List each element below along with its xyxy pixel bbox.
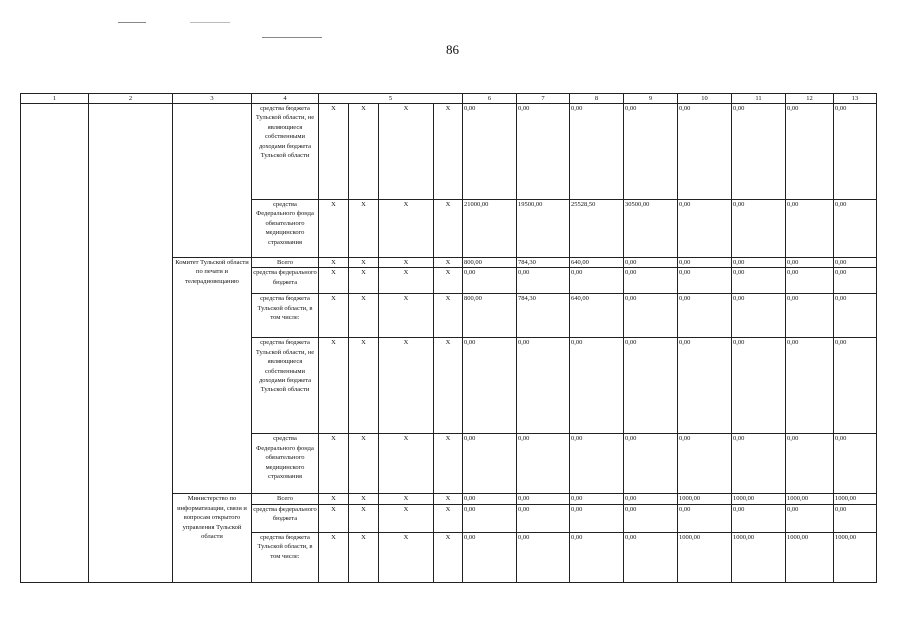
value-cell: 0,00 [678, 200, 732, 258]
value-cell: 0,00 [570, 504, 624, 532]
value-cell: 0,00 [570, 268, 624, 294]
column-header: 4 [252, 94, 319, 104]
value-cell: 784,30 [517, 294, 570, 338]
value-cell: 0,00 [624, 434, 678, 494]
column-header: 2 [89, 94, 173, 104]
x-mark: X [319, 434, 349, 494]
value-cell: 0,00 [732, 338, 786, 434]
value-cell: 0,00 [834, 268, 877, 294]
value-cell: 0,00 [624, 532, 678, 582]
value-cell: 1000,00 [786, 532, 834, 582]
value-cell: 0,00 [834, 338, 877, 434]
value-cell: 0,00 [786, 294, 834, 338]
value-cell: 30500,00 [624, 200, 678, 258]
value-cell: 784,30 [517, 258, 570, 268]
value-cell: 0,00 [678, 258, 732, 268]
value-cell: 0,00 [678, 104, 732, 200]
x-mark: X [349, 434, 379, 494]
x-mark: X [434, 338, 463, 434]
value-cell: 0,00 [678, 434, 732, 494]
funding-source: Всего [252, 258, 319, 268]
x-mark: X [319, 200, 349, 258]
value-cell: 640,00 [570, 258, 624, 268]
scan-artifact [118, 22, 146, 23]
value-cell: 1000,00 [732, 494, 786, 504]
x-mark: X [349, 504, 379, 532]
x-mark: X [349, 104, 379, 200]
value-cell: 0,00 [463, 504, 517, 532]
value-cell: 0,00 [570, 532, 624, 582]
value-cell: 1000,00 [678, 532, 732, 582]
x-mark: X [379, 268, 434, 294]
value-cell: 0,00 [624, 338, 678, 434]
funding-source: Всего [252, 494, 319, 504]
value-cell: 0,00 [732, 200, 786, 258]
value-cell: 800,00 [463, 294, 517, 338]
x-mark: X [349, 200, 379, 258]
column-header: 12 [786, 94, 834, 104]
column-header: 8 [570, 94, 624, 104]
x-mark: X [379, 494, 434, 504]
column-header: 9 [624, 94, 678, 104]
x-mark: X [319, 104, 349, 200]
value-cell: 0,00 [786, 338, 834, 434]
value-cell: 0,00 [517, 532, 570, 582]
x-mark: X [434, 200, 463, 258]
scan-artifact [262, 37, 322, 38]
value-cell: 0,00 [786, 258, 834, 268]
x-mark: X [349, 268, 379, 294]
x-mark: X [349, 494, 379, 504]
value-cell: 1000,00 [834, 494, 877, 504]
value-cell: 0,00 [517, 434, 570, 494]
funding-source: средства Федерального фонда обязательного медицинского страхования [252, 200, 319, 258]
value-cell: 0,00 [624, 258, 678, 268]
col-1-cell [21, 104, 89, 583]
x-mark: X [379, 104, 434, 200]
funding-source: средства бюджета Тульской области, в том числе: [252, 532, 319, 582]
value-cell: 0,00 [570, 104, 624, 200]
value-cell: 0,00 [732, 104, 786, 200]
funding-source: средства бюджета Тульской области, не являющиеся собственными доходами бюджета Тульской области [252, 338, 319, 434]
org-name: Министерство по информатизации, связи и вопросам открытого управления Тульской области [173, 494, 252, 582]
x-mark: X [379, 338, 434, 434]
org-cell-empty [173, 104, 252, 258]
value-cell: 21000,00 [463, 200, 517, 258]
value-cell: 0,00 [463, 338, 517, 434]
column-header: 13 [834, 94, 877, 104]
value-cell: 0,00 [678, 504, 732, 532]
value-cell: 0,00 [786, 268, 834, 294]
column-header: 5 [319, 94, 463, 104]
value-cell: 640,00 [570, 294, 624, 338]
x-mark: X [434, 494, 463, 504]
x-mark: X [349, 338, 379, 434]
value-cell: 0,00 [624, 268, 678, 294]
value-cell: 0,00 [786, 504, 834, 532]
value-cell: 800,00 [463, 258, 517, 268]
value-cell: 0,00 [834, 258, 877, 268]
x-mark: X [319, 504, 349, 532]
value-cell: 0,00 [834, 434, 877, 494]
column-header: 7 [517, 94, 570, 104]
value-cell: 0,00 [624, 294, 678, 338]
value-cell: 0,00 [517, 104, 570, 200]
x-mark: X [319, 494, 349, 504]
value-cell: 0,00 [678, 294, 732, 338]
x-mark: X [319, 258, 349, 268]
x-mark: X [349, 294, 379, 338]
value-cell: 1000,00 [786, 494, 834, 504]
x-mark: X [319, 338, 349, 434]
value-cell: 0,00 [678, 268, 732, 294]
x-mark: X [434, 258, 463, 268]
org-name: Комитет Тульской области по печати и телерадиовещанию [173, 258, 252, 494]
value-cell: 0,00 [570, 338, 624, 434]
x-mark: X [434, 504, 463, 532]
funding-source: средства федерального бюджета [252, 504, 319, 532]
budget-table [20, 93, 877, 583]
value-cell: 1000,00 [732, 532, 786, 582]
value-cell: 0,00 [517, 338, 570, 434]
x-mark: X [349, 532, 379, 582]
funding-source: средства бюджета Тульской области, не являющиеся собственными доходами бюджета Тульской области [252, 104, 319, 200]
value-cell: 0,00 [678, 338, 732, 434]
funding-source: средства бюджета Тульской области, в том числе: [252, 294, 319, 338]
value-cell: 25528,50 [570, 200, 624, 258]
x-mark: X [319, 268, 349, 294]
value-cell: 1000,00 [678, 494, 732, 504]
x-mark: X [434, 434, 463, 494]
value-cell: 0,00 [732, 258, 786, 268]
funding-source: средства Федерального фонда обязательного медицинского страхования [252, 434, 319, 494]
value-cell: 0,00 [732, 294, 786, 338]
x-mark: X [319, 532, 349, 582]
value-cell: 0,00 [570, 494, 624, 504]
value-cell: 0,00 [463, 434, 517, 494]
value-cell: 19500,00 [517, 200, 570, 258]
header-row [21, 94, 877, 104]
column-header: 11 [732, 94, 786, 104]
col-2-cell [89, 104, 173, 583]
x-mark: X [379, 294, 434, 338]
scan-artifact [190, 22, 230, 23]
value-cell: 1000,00 [834, 532, 877, 582]
x-mark: X [379, 532, 434, 582]
x-mark: X [379, 504, 434, 532]
value-cell: 0,00 [463, 494, 517, 504]
value-cell: 0,00 [517, 494, 570, 504]
value-cell: 0,00 [834, 504, 877, 532]
x-mark: X [319, 294, 349, 338]
column-header: 6 [463, 94, 517, 104]
value-cell: 0,00 [463, 532, 517, 582]
x-mark: X [349, 258, 379, 268]
value-cell: 0,00 [834, 104, 877, 200]
page-number: 86 [446, 42, 459, 57]
value-cell: 0,00 [570, 434, 624, 494]
value-cell: 0,00 [624, 504, 678, 532]
value-cell: 0,00 [834, 200, 877, 258]
x-mark: X [434, 104, 463, 200]
x-mark: X [379, 200, 434, 258]
value-cell: 0,00 [732, 504, 786, 532]
value-cell: 0,00 [834, 294, 877, 338]
funding-source: средства федерального бюджета [252, 268, 319, 294]
value-cell: 0,00 [517, 504, 570, 532]
x-mark: X [434, 532, 463, 582]
x-mark: X [434, 268, 463, 294]
x-mark: X [379, 434, 434, 494]
table-body [21, 94, 877, 583]
value-cell: 0,00 [624, 494, 678, 504]
x-mark: X [379, 258, 434, 268]
table-row [21, 104, 877, 200]
value-cell: 0,00 [786, 434, 834, 494]
value-cell: 0,00 [463, 104, 517, 200]
column-header: 1 [21, 94, 89, 104]
value-cell: 0,00 [732, 434, 786, 494]
column-header: 10 [678, 94, 732, 104]
value-cell: 0,00 [517, 268, 570, 294]
value-cell: 0,00 [786, 200, 834, 258]
column-header: 3 [173, 94, 252, 104]
value-cell: 0,00 [463, 268, 517, 294]
value-cell: 0,00 [624, 104, 678, 200]
value-cell: 0,00 [732, 268, 786, 294]
x-mark: X [434, 294, 463, 338]
value-cell: 0,00 [786, 104, 834, 200]
